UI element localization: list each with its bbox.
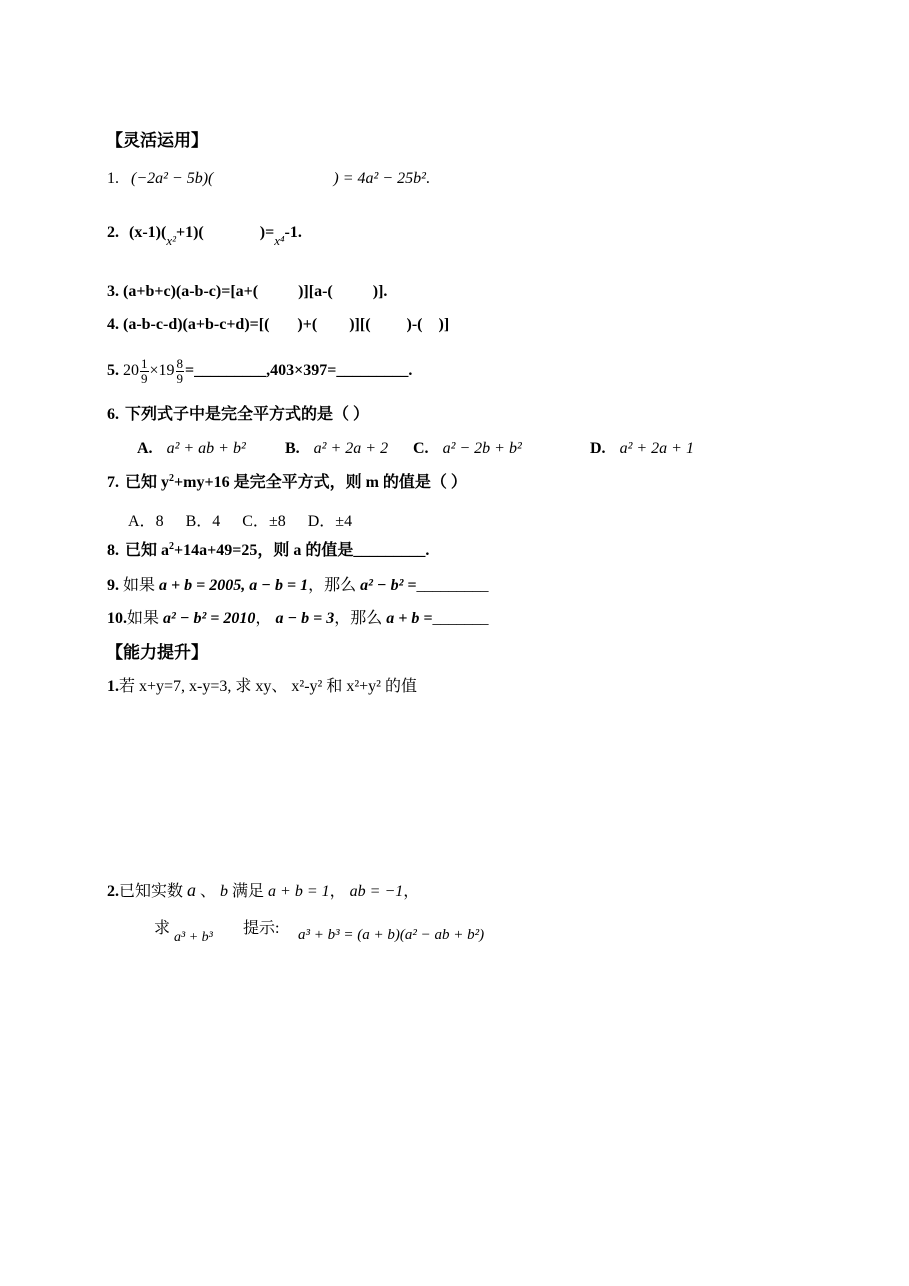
question-10 bbox=[107, 609, 489, 629]
question-text: 如果 bbox=[123, 577, 156, 594]
separator: 、 bbox=[200, 883, 217, 900]
times-19: ×19 bbox=[149, 362, 175, 379]
fraction-one-ninth bbox=[140, 357, 149, 386]
hint-formula: a³ + b³ = (a + b)(a² − ab + b²) bbox=[298, 927, 485, 943]
math-condition: a + b = 1 bbox=[268, 883, 330, 900]
option-c bbox=[413, 440, 522, 458]
question-text: 已知 y bbox=[125, 474, 170, 491]
question-text: 下列式子中是完全平方式的是（ ） bbox=[125, 406, 370, 423]
ask-expression: a³ + b³ bbox=[174, 930, 213, 945]
variable-b: b bbox=[220, 883, 229, 900]
question-text: 已知 a bbox=[125, 542, 170, 559]
math-condition: a − b = 3 bbox=[275, 610, 335, 627]
question-6 bbox=[107, 405, 369, 425]
question-3 bbox=[107, 282, 387, 302]
answer-blank: _________ bbox=[416, 577, 489, 594]
ask-label: 求 bbox=[154, 920, 171, 937]
option-label: B. bbox=[285, 440, 300, 457]
question-number: 6. bbox=[107, 406, 119, 423]
option-c bbox=[242, 513, 285, 530]
question-text: 若 x+y=7, x-y=3, 求 xy、 x²-y² 和 x²+y² 的值 bbox=[119, 678, 417, 695]
question-2 bbox=[107, 223, 302, 248]
math-condition: a + b = 2005, a − b = 1 bbox=[159, 577, 309, 594]
question-number: 4. bbox=[107, 316, 119, 333]
q7-options bbox=[128, 508, 352, 531]
comma: ， bbox=[255, 610, 272, 627]
math-expression: a + b = bbox=[386, 610, 433, 627]
math-expression: a² − b² = bbox=[360, 577, 417, 594]
question-text: 如果 bbox=[127, 610, 160, 627]
section-title-flexible-use: 【灵活运用】 bbox=[106, 131, 208, 150]
expr-part: (x-1)( bbox=[129, 224, 167, 241]
superscript: 2 bbox=[169, 473, 175, 484]
numerator: 8 bbox=[176, 355, 184, 371]
variable-a: a bbox=[187, 880, 197, 900]
option-label: B． bbox=[185, 513, 213, 530]
option-label: C． bbox=[242, 513, 269, 530]
question-8 bbox=[107, 541, 429, 561]
expr-part: +1)( bbox=[175, 224, 204, 241]
denominator: 9 bbox=[176, 370, 184, 386]
option-b bbox=[186, 513, 221, 530]
fraction-eight-ninths bbox=[176, 357, 185, 386]
question-text: ，那么 bbox=[334, 610, 383, 627]
question-text: 满足 bbox=[232, 883, 265, 900]
question-1 bbox=[107, 169, 430, 189]
option-expression: a² − 2b + b² bbox=[442, 440, 522, 457]
option-value: ±4 bbox=[335, 513, 353, 530]
question-number: 5. bbox=[107, 362, 119, 379]
option-label: D． bbox=[307, 513, 336, 530]
numerator: 1 bbox=[141, 355, 148, 371]
option-value: ±8 bbox=[268, 513, 286, 530]
expr-part: )= bbox=[259, 224, 275, 241]
question-number: 8. bbox=[107, 542, 119, 559]
period: . bbox=[425, 170, 430, 187]
question-7 bbox=[107, 473, 467, 493]
question-number: 10. bbox=[107, 610, 127, 627]
option-label: A． bbox=[128, 513, 156, 530]
question-5 bbox=[107, 356, 412, 386]
x-fourth: x⁴ bbox=[274, 233, 285, 248]
question-9 bbox=[107, 576, 488, 596]
option-expression: a² + 2a + 1 bbox=[619, 440, 694, 457]
question-text: (a+b+c)(a-b-c)=[a+( )][a-( )]. bbox=[123, 283, 388, 300]
math-condition: a² − b² = 2010 bbox=[163, 610, 256, 627]
x-squared: x² bbox=[166, 233, 176, 248]
option-expression: a² + 2a + 2 bbox=[313, 440, 389, 457]
question-text: +my+16 是完全平方式，则 m 的值是（ ） bbox=[174, 474, 467, 491]
option-a bbox=[137, 440, 246, 458]
option-b bbox=[285, 440, 388, 458]
question-text: +14a+49=25，则 a 的值是_________. bbox=[174, 542, 430, 559]
question-number: 2. bbox=[107, 883, 119, 900]
answer-blank: _______ bbox=[432, 610, 489, 627]
option-label: A. bbox=[137, 440, 153, 457]
option-value: 8 bbox=[155, 513, 164, 530]
whole-part: 20 bbox=[123, 362, 139, 379]
question-number: 3. bbox=[107, 283, 119, 300]
question-number: 9. bbox=[107, 577, 119, 594]
question-number: 7. bbox=[107, 474, 119, 491]
math-expression-left: (−2a² − 5b)( bbox=[131, 170, 214, 187]
question-number: 1. bbox=[107, 170, 119, 187]
superscript: 2 bbox=[169, 541, 175, 552]
option-d bbox=[308, 513, 352, 530]
ability-question-1 bbox=[107, 677, 417, 697]
question-text: 已知实数 bbox=[119, 883, 184, 900]
question-text: (a-b-c-d)(a+b-c+d)=[( )+( )][( )-( )] bbox=[123, 316, 450, 333]
hint-label: 提示: bbox=[243, 920, 280, 937]
comma: ， bbox=[403, 883, 420, 900]
math-expression-right: ) = 4a² − 25b² bbox=[333, 170, 426, 187]
section-title-ability-improvement: 【能力提升】 bbox=[106, 643, 208, 662]
option-d bbox=[590, 440, 694, 458]
question-number: 2. bbox=[107, 224, 119, 241]
math-condition: ab = −1 bbox=[349, 883, 404, 900]
ability-question-2 bbox=[107, 880, 419, 902]
option-expression: a² + ab + b² bbox=[166, 440, 246, 457]
option-a bbox=[128, 513, 164, 530]
expr-part: -1. bbox=[284, 224, 302, 241]
answer-line: =_________,403×397=_________. bbox=[185, 362, 413, 379]
option-value: 4 bbox=[212, 513, 221, 530]
option-label: D. bbox=[590, 440, 606, 457]
question-number: 1. bbox=[107, 678, 119, 695]
denominator: 9 bbox=[141, 370, 148, 386]
option-label: C. bbox=[413, 440, 429, 457]
question-text: ，那么 bbox=[308, 577, 357, 594]
question-4 bbox=[107, 315, 449, 335]
comma: ， bbox=[329, 883, 346, 900]
